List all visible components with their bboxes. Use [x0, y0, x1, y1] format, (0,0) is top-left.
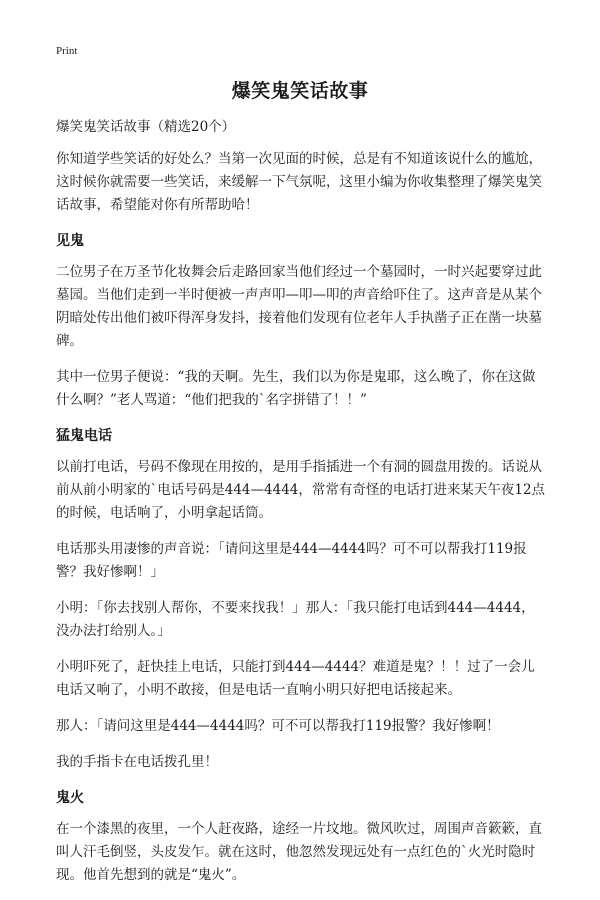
section-heading: 见鬼	[56, 233, 84, 249]
paragraph: 电话那头用凄惨的声音说：「请问这里是444—4444吗？可不可以帮我打119报警？我好惨啊！」	[56, 541, 527, 580]
section-heading: 鬼火	[56, 790, 84, 806]
paragraph: 我的手指卡在电话拨孔里！	[56, 754, 218, 770]
intro-paragraph: 你知道学些笑话的好处么？当第一次见面的时候，总是有不知道该说什么的尴尬，这时候你就需要一些笑话，来缓解一下气氛呢，这里小编为你收集整理了爆笑鬼笑话故事，希望能对你有所帮助哈！	[56, 151, 542, 213]
paragraph: 小明吓死了，赶快挂上电话，只能打到444—4444？难道是鬼？！！过了一会儿电话又响了，小明不敢接，但是电话一直响小明只好把电话接起来。	[56, 659, 535, 698]
section-heading: 猛鬼电话	[56, 428, 112, 444]
paragraph: 以前打电话，号码不像现在用按的，是用手指插进一个有洞的圆盘用拨的。话说从前从前小明家的`电话号码是444—4444，常常有奇怪的电话打进来某天午夜12点的时候，电话响了，小明拿起话筒。	[56, 459, 546, 521]
print-link[interactable]: Print	[56, 45, 78, 57]
document-subtitle: 爆笑鬼笑话故事（精选20个）	[56, 119, 236, 135]
paragraph: 小明：「你去找别人帮你，不要来找我！」那人：「我只能打电话到444—4444，没办法打给别人。」	[56, 600, 535, 639]
paragraph: 在一个漆黑的夜里，一个人赶夜路，途经一片坟地。微风吹过，周围声音簌簌，直叫人汗毛倒竖，头皮发乍。就在这时，他忽然发现远处有一点红色的`火光时隐时现。他首先想到的就是“鬼火”。	[56, 821, 542, 883]
paragraph: 那人：「请问这里是444—4444吗？可不可以帮我打119报警？我好惨啊！	[56, 718, 500, 734]
document-body	[56, 116, 548, 900]
paragraph: 其中一位男子便说：“我的天啊。先生，我们以为你是鬼耶，这么晚了，你在这做什么啊？”老人骂道：“他们把我的`名字拼错了！！”	[56, 369, 536, 408]
document-title: 爆笑鬼笑话故事	[231, 80, 369, 102]
paragraph: 二位男子在万圣节化妆舞会后走路回家当他们经过一个墓园时，一时兴起要穿过此墓园。当他们走到一半时便被一声声叩—叩—叩的声音给吓住了。这声音是从某个阴暗处传出他们被吓得浑身发抖，接着他们发现有位老年人手执凿子正在凿一块墓碑。	[56, 264, 542, 349]
